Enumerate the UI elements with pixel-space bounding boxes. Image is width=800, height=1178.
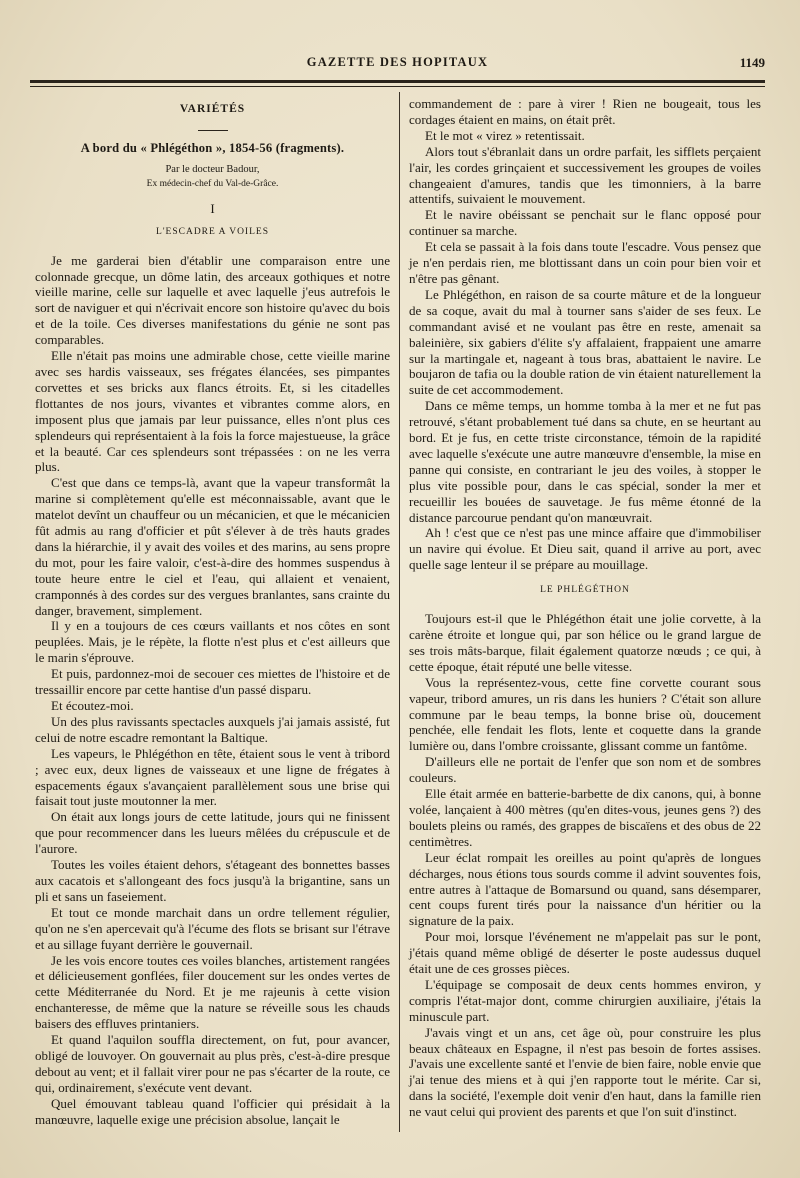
paragraph: commandement de : pare à virer ! Rien ne bougeait, tous les cordages étaient en mains, on était prêt. <box>409 96 761 127</box>
paragraph: L'équipage se composait de deux cents hommes environ, y compris l'état-major dont, comme chirurgien auxiliaire, j'étais la minuscule part. <box>409 976 761 1024</box>
paragraph: Et cela se passait à la fois dans toute l'escadre. Vous pensez que je n'en perdais rien, me blottissant dans un coin pour bien voir et n'être pas gênant. <box>409 239 761 286</box>
publication-title: GAZETTE DES HOPITAUX <box>306 55 489 69</box>
paragraph: J'avais vingt et un ans, cet âge où, pour construire les plus beaux châteaux en Espagne, il n'est pas besoin de fortes assises. J'avais une excellente santé et l'envie de bien faire, noble envie que j'ai tenue des miens et à qui j'en rapporte tout le mérite. Car si, dans la société, l'exemple doit venir d'en haut, dans la famille rien ne vaut celui qui provient des parents et que l'on suit d'instinct. <box>409 1024 761 1120</box>
paragraph: Et écoutez-moi. <box>51 698 134 713</box>
paragraph: Vous la représentez-vous, cette fine corvette courant sous vapeur, tribord amures, un ris dans les huniers ? C'était son allure commune par le beau temps, la bonne brise où, doucement penchée, elle fendait les flots, lente et coquette dans la grande lumière ou, dans l'ombre croissante, glissant comme un fantôme. <box>409 674 761 754</box>
section-heading: VARIÉTÉS <box>179 103 246 115</box>
title-rule <box>198 130 228 131</box>
paragraph: Alors tout s'ébranlait dans un ordre parfait, les sifflets perçaient l'air, les cordes grinçaient et successivement les groupes de voiles changeaient d'amures, tandis que les timonniers, à la barre attentifs, suivaient le mouvement. <box>409 143 761 207</box>
paragraph: Et le mot « virez » retentissait. <box>425 127 585 143</box>
paragraph: Toutes les voiles étaient dehors, s'étageant des bonnettes basses aux cacatois et s'allongeant des focs jusqu'à la brigantine, sans un pli et sans un faseiement. <box>35 857 390 904</box>
paragraph: Elle était armée en batterie-barbette de dix canons, qui, à bonne volée, lançaient à 400 mètres (qu'en dites-vous, jeunes gens ?) des boulets pleins ou ramés, des grappes de biscaïens et des obus de 22 centimètres. <box>409 786 761 849</box>
paragraph: Toujours est-il que le Phlégéthon était une jolie corvette, à la carène étroite et longue qui, par son hélice ou le grand largue de ses trois mâts-barque, filait également quatorze nœuds ; ce qui, à cette époque, était réputé une belle vitesse. <box>409 611 761 674</box>
paragraph: Je les vois encore toutes ces voiles blanches, artistement rangées et délicieusement gonflées, filer doucement sur les ondes vertes de cette Méditerranée du Nord. Et je me rajeunis à cette vision enchanteresse, de même que la nature se réveille sous les chauds baisers des effluves printaniers. <box>35 952 390 1032</box>
header-rule-thick <box>30 80 765 83</box>
part-number: I <box>210 200 215 216</box>
column-divider <box>399 92 400 1132</box>
paragraph: Les vapeurs, le Phlégéthon en tête, étaient sous le vent à tribord ; avec eux, deux lignes de vaisseaux et une ligne de frégates à espacements égaux s'avançaient parallèlement sous une brise qui faisait tout juste moutonner la mer. <box>35 745 390 809</box>
paragraph: Je me garderai bien d'établir une comparaison entre une colonnade grecque, un dôme latin, des arceaux gothiques et notre vieille marine, celle sur laquelle et avec laquelle j'eus autrefois le sort de naviguer et qui n'écrivait encore son histoire qu'avec du bois et de la toile. Ces diverses manifestations du génie ne sont pas comparables. <box>35 252 390 348</box>
article-byline: Par le docteur Badour, <box>165 163 260 175</box>
part-title: L'ESCADRE A VOILES <box>156 226 269 237</box>
header-rule-thin <box>30 86 765 87</box>
paragraph: Et le navire obéissant se penchait sur le flanc opposé pour continuer sa marche. <box>409 207 761 239</box>
paragraph: On était aux longs jours de cette latitude, jours qui ne finissent que pour recommencer dans les lueurs mêlées du crépuscule et de l'aurore. <box>35 809 390 857</box>
paragraph: Leur éclat rompait les oreilles au point qu'après de longues décharges, nous étions tous sourds comme il advint souventes fois, entre autres à l'attaque de Bomarsund ou quand, sans désemparer, cent coups furent tirés pour la naissance d'un héritier ou la signature de la paix. <box>409 849 761 929</box>
paragraph: Et tout ce monde marchait dans un ordre tellement régulier, qu'on ne s'en apercevait qu'à l'écume des flots se brisant sur l'étrave et au sillage fuyant derrière le gouvernail. <box>35 904 390 952</box>
author-affiliation: Ex médecin-chef du Val-de-Grâce. <box>146 178 279 189</box>
paragraph: Et puis, pardonnez-moi de secouer ces miettes de l'histoire et de tressaillir encore par cette hantise d'un passé disparu. <box>35 666 390 698</box>
page-number: 1149 <box>739 55 765 70</box>
paragraph: Ah ! c'est que ce n'est pas une mince affaire que d'immobiliser un navire qui évolue. Et Dieu sait, quand il arrive au port, avec quelle sage lenteur il se prépare au mouillage. <box>409 525 761 573</box>
paragraph: Un des plus ravissants spectacles auxquels j'ai jamais assisté, fut celui de notre escadre remontant la Baltique. <box>35 713 390 745</box>
paragraph: Dans ce même temps, un homme tomba à la mer et ne fut pas retrouvé, s'étant probablement tué dans sa chute, en se heurtant au bord. Et je fus, en cette triste circonstance, témoin de la rapidité avec laquelle s'exécute une autre manœuvre d'ensemble, la mise en panne qui consiste, en contrariant le jeu des voiles, à stopper le plus vite possible pour, dans le cas spécial, sonder la mer et recueillir les bouées de sauvetage. Je fus même étonné de la distance parcourue pendant qu'on manœuvrait. <box>409 398 761 525</box>
left-body <box>35 253 390 1128</box>
paragraph: C'est que dans ce temps-là, avant que la vapeur transformât la marine si complètement qu'elle est méconnaissable, avant que le matelot devînt un chauffeur ou un mécanicien, et que le mécanicien fût admis au rang d'officier et pût s'élever à de très hauts grades dans la hiérarchie, il y avait des voiles et des marins, au sens propre du mot, pour les faire valoir, c'est-à-dire des hommes suspendus à toute heure entre le ciel et l'eau, qui allaient et venaient, cramponnés à des cordes sur des vergues branlantes, sans crainte du danger, bravement, simplement. <box>35 475 390 618</box>
right-body-top <box>409 96 761 573</box>
paragraph: Et quand l'aquilon souffla directement, on fut, pour avancer, obligé de louvoyer. On gouvernait au plus près, c'est-à-dire presque debout au vent; et il fallait virer pour ne pas s'écarter de la route, ce qui, ordinairement, s'exécute vent devant. <box>35 1032 390 1095</box>
paragraph: D'ailleurs elle ne portait de l'enfer que son nom et de sombres couleurs. <box>409 754 761 786</box>
paragraph: Il y en a toujours de ces cœurs vaillants et nos côtes en sont peuplées. Mais, je le répète, la flotte n'est plus et c'est ailleurs que le marin s'éprouve. <box>35 618 390 666</box>
left-column <box>35 96 390 1127</box>
article-title: A bord du « Phlégéthon », 1854-56 (fragments). <box>80 140 345 155</box>
page-header <box>30 55 765 79</box>
second-heading: LE PHLÉGÉTHON <box>540 585 630 596</box>
paragraph: Le Phlégéthon, en raison de sa courte mâture et de la longueur de sa coque, avait du mal à tourner sans s'aider de ses feux. Le commandant avisé et ne voulant pas être en reste, amenait sa baleinière, six gabiers d'élite s'y affalaient, frappaient une amarre sur la martingale et, nageant à tous bras, abattaient le navire. Le boujaron de tafia ou la double ration de vin étaient naturellement la suite de cet accommodement. <box>409 286 761 398</box>
right-column <box>409 96 761 1120</box>
right-body-bottom <box>409 611 761 1120</box>
paragraph: Elle n'était pas moins une admirable chose, cette vieille marine avec ses hardis vaisseaux, ses frégates élancées, ses pimpantes corvettes et ses bricks aux flancs étroits. Et, si les citadelles flottantes de nos jours, vivantes et vibrantes comme alors, en imposent plus que jamais par leur puissance, elles n'ont plus ces splendeurs qui représentaient à la fois la force majestueuse, la grâce et la beauté. Car ces splendeurs sont trépassées : on ne les verra plus. <box>35 348 390 475</box>
paragraph: Pour moi, lorsque l'événement ne m'appelait pas sur le pont, j'étais quand même obligé de déserter le poste audessus duquel était une de ces grosses pièces. <box>409 929 761 977</box>
paragraph: Quel émouvant tableau quand l'officier qui présidait à la manœuvre, laquelle exige une précision absolue, lançait le <box>35 1095 390 1127</box>
